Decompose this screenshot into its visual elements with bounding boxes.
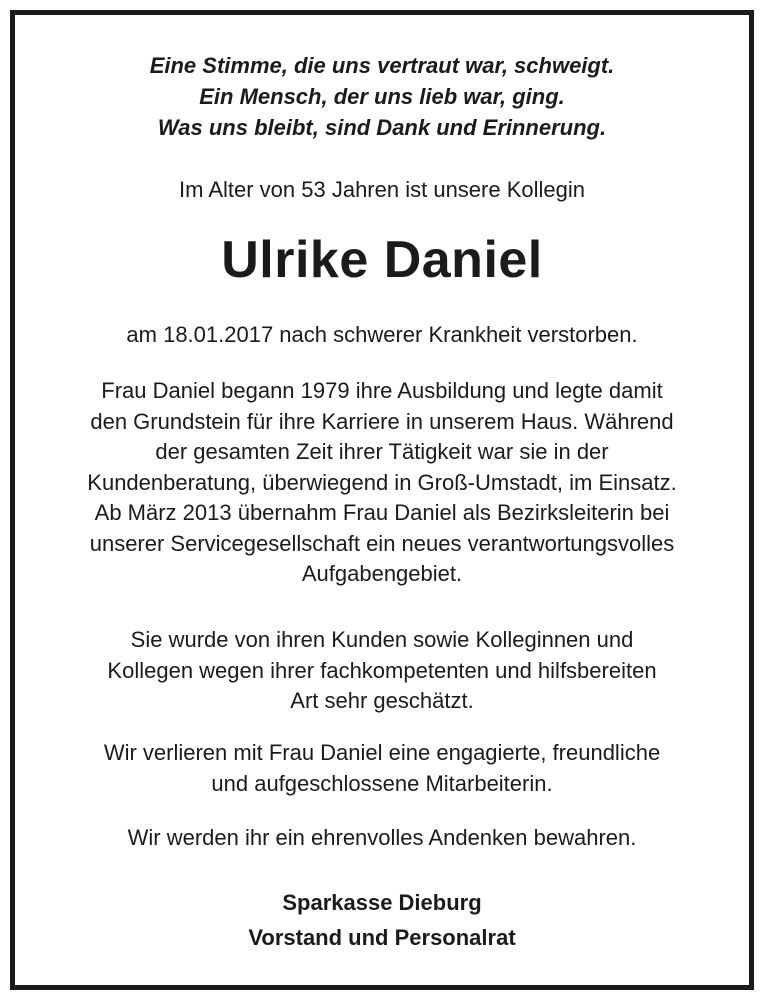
paragraph-line: Frau Daniel begann 1979 ihre Ausbildung und legte damit xyxy=(101,378,663,403)
signature-board: Vorstand und Personalrat xyxy=(248,925,516,950)
motto-line: Ein Mensch, der uns lieb war, ging. xyxy=(199,84,565,109)
paragraph-line: Art sehr geschätzt. xyxy=(290,688,474,713)
signature-organization: Sparkasse Dieburg xyxy=(282,890,482,915)
motto-verse xyxy=(15,50,749,143)
paragraph-line: Kundenberatung, überwiegend in Groß-Umstadt, im Einsatz. xyxy=(87,469,677,495)
signature-block xyxy=(15,885,749,955)
career-paragraph xyxy=(15,376,749,590)
paragraph-line: unserer Servicegesellschaft ein neues verantwortungsvolles xyxy=(89,530,675,556)
appreciation-paragraph xyxy=(15,625,749,717)
paragraph-line: der gesamten Zeit ihrer Tätigkeit war sie in der xyxy=(155,439,609,464)
closing-statement: Wir werden ihr ein ehrenvolles Andenken bewahren. xyxy=(127,825,637,850)
paragraph-line: und aufgeschlossene Mitarbeiterin. xyxy=(211,770,553,796)
paragraph-line: den Grundstein für ihre Karriere in unserem Haus. Während xyxy=(90,408,674,434)
motto-line: Was uns bleibt, sind Dank und Erinnerung. xyxy=(157,115,607,140)
obituary-border-frame xyxy=(10,10,754,990)
intro-text: Im Alter von 53 Jahren ist unsere Kollegin xyxy=(178,177,585,202)
death-date-line: am 18.01.2017 nach schwerer Krankheit verstorben. xyxy=(126,322,638,347)
motto-line: Eine Stimme, die uns vertraut war, schweigt. xyxy=(149,53,615,78)
paragraph-line: Aufgabengebiet. xyxy=(301,561,463,586)
paragraph-line: Sie wurde von ihren Kunden sowie Kolleginnen und xyxy=(130,627,634,652)
paragraph-line: Wir verlieren mit Frau Daniel eine engagierte, freundliche xyxy=(103,740,661,765)
paragraph-line: Kollegen wegen ihrer fachkompetenten und hilfsbereiten xyxy=(107,657,657,683)
deceased-name: Ulrike Daniel xyxy=(221,231,543,289)
loss-paragraph xyxy=(15,738,749,799)
paragraph-line: Ab März 2013 übernahm Frau Daniel als Bezirksleiterin bei xyxy=(94,500,670,525)
obituary-notice xyxy=(15,15,749,985)
